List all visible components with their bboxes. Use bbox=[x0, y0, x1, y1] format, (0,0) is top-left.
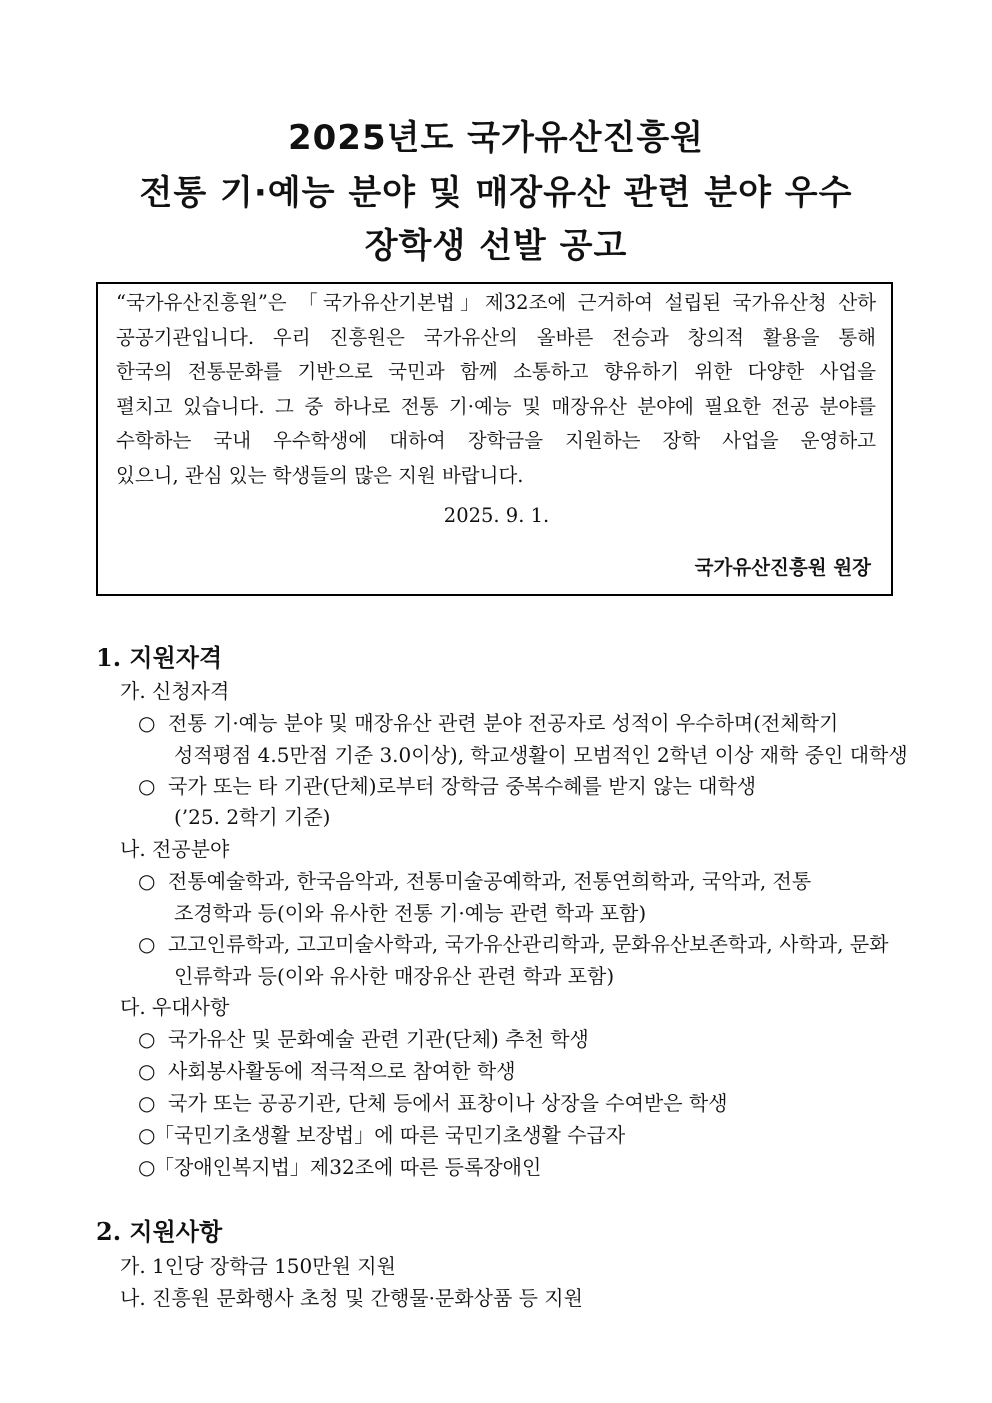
list-item-continuation: 조경학과 등(이와 유사한 전통 기·예능 관련 학과 포함) bbox=[174, 901, 647, 925]
circle-bullet-icon: ○ bbox=[138, 1091, 156, 1115]
notice-signature: 국가유산진흥원 원장 bbox=[694, 556, 871, 579]
list-item-continuation: (’25. 2학기 기준) bbox=[174, 805, 331, 829]
circle-bullet-icon: ○ bbox=[138, 1059, 156, 1083]
title-line-1: 2025년도 국가유산진흥원 bbox=[287, 118, 705, 158]
list-item: ○「장애인복지법」제32조에 따른 등록장애인 bbox=[138, 1155, 542, 1179]
circle-bullet-icon: ○ bbox=[138, 711, 156, 735]
list-item: ○ 전통예술학과, 한국음악과, 전통미술공예학과, 전통연희학과, 국악과, 전통 bbox=[138, 869, 812, 893]
circle-bullet-icon: ○ bbox=[138, 869, 156, 893]
notice-line: 펼치고 있습니다. 그 중 하나로 전통 기·예능 및 매장유산 분야에 필요한 전공 분야를 bbox=[116, 394, 876, 418]
notice-line: 있으니, 관심 있는 학생들의 많은 지원 바랍니다. bbox=[116, 463, 524, 487]
list-item-continuation: 인류학과 등(이와 유사한 매장유산 관련 학과 포함) bbox=[174, 964, 615, 988]
section2-item: 가. 1인당 장학금 150만원 지원 bbox=[120, 1254, 396, 1278]
list-item: ○ 국가유산 및 문화예술 관련 기관(단체) 추천 학생 bbox=[138, 1027, 589, 1051]
circle-bullet-icon: ○ bbox=[138, 1027, 156, 1051]
notice-line: “국가유산진흥원”은 「국가유산기본법」제32조에 근거하여 설립된 국가유산청 산하 bbox=[116, 291, 876, 314]
list-item: ○「국민기초생활 보장법」에 따른 국민기초생활 수급자 bbox=[138, 1123, 626, 1147]
list-item: ○ 전통 기·예능 분야 및 매장유산 관련 분야 전공자로 성적이 우수하며(전체학기 bbox=[138, 711, 839, 735]
notice-body bbox=[116, 286, 876, 493]
circle-bullet-icon: ○ bbox=[138, 1123, 156, 1147]
notice-box bbox=[96, 282, 893, 596]
list-item: ○ 사회봉사활동에 적극적으로 참여한 학생 bbox=[138, 1059, 516, 1083]
section1-heading: 1. 지원자격 bbox=[96, 643, 223, 672]
notice-line: 한국의 전통문화를 기반으로 국민과 함께 소통하고 향유하기 위한 다양한 사업을 bbox=[116, 360, 876, 383]
circle-bullet-icon: ○ bbox=[138, 932, 156, 956]
section1-a-heading: 가. 신청자격 bbox=[120, 679, 230, 703]
circle-bullet-icon: ○ bbox=[138, 1155, 156, 1179]
list-item-continuation: 성적평점 4.5만점 기준 3.0이상), 학교생활이 모범적인 2학년 이상 재학 중인 대학생 bbox=[174, 743, 908, 767]
section1-c-heading: 다. 우대사항 bbox=[120, 995, 230, 1019]
title-line-2: 전통 기·예능 분야 및 매장유산 관련 분야 우수 bbox=[139, 173, 853, 213]
section1-b-heading: 나. 전공분야 bbox=[120, 837, 230, 861]
section2-heading: 2. 지원사항 bbox=[96, 1217, 223, 1246]
notice-date: 2025. 9. 1. bbox=[443, 504, 550, 527]
list-item: ○ 국가 또는 공공기관, 단체 등에서 표창이나 상장을 수여받은 학생 bbox=[138, 1091, 728, 1115]
section2-item: 나. 진흥원 문화행사 초청 및 간행물·문화상품 등 지원 bbox=[120, 1286, 583, 1310]
title-line-3: 장학생 선발 공고 bbox=[364, 226, 628, 266]
notice-line: 수학하는 국내 우수학생에 대하여 장학금을 지원하는 장학 사업을 운영하고 bbox=[116, 429, 876, 452]
circle-bullet-icon: ○ bbox=[138, 774, 156, 798]
list-item: ○ 국가 또는 타 기관(단체)로부터 장학금 중복수혜를 받지 않는 대학생 bbox=[138, 774, 757, 798]
list-item: ○ 고고인류학과, 고고미술사학과, 국가유산관리학과, 문화유산보존학과, 사학과, 문화 bbox=[138, 932, 889, 956]
notice-line: 공공기관입니다. 우리 진흥원은 국가유산의 올바른 전승과 창의적 활용을 통해 bbox=[116, 325, 876, 349]
